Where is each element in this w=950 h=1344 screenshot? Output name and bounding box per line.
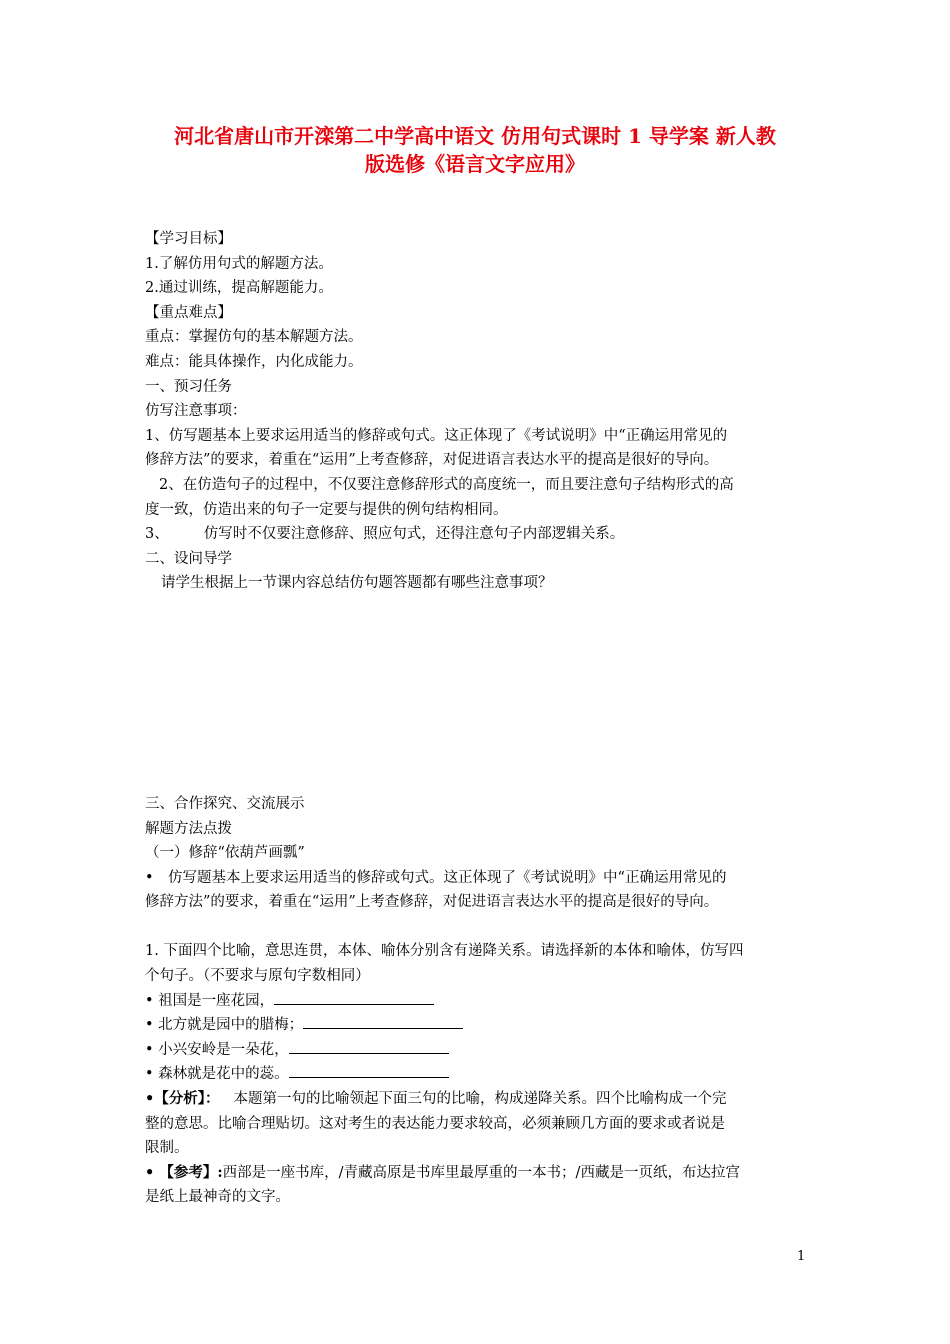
goal-item: 2.通过训练，提高解题能力。	[145, 280, 333, 297]
analysis-line-1	[145, 1087, 815, 1112]
explore-bullet-line-2: 修辞方法”的要求，着重在“运用”上考查修辞，对促进语言表达水平的提高是很好的导向。	[145, 894, 719, 911]
guide-heading: 二、设问导学	[145, 550, 232, 567]
exercise-line-text: • 小兴安岭是一朵花，	[145, 1041, 289, 1058]
exercise-line-text: • 北方就是园中的腊梅；	[145, 1017, 304, 1034]
answer-blank[interactable]	[289, 1039, 449, 1054]
exercise-line	[145, 989, 815, 1014]
key-heading: 【重点难点】	[145, 304, 232, 321]
analysis-line-2: 整的意思。比喻合理贴切。这对考生的表达能力要求较高，必须兼顾几方面的要求或者说是	[145, 1115, 725, 1132]
answer-blank[interactable]	[289, 1063, 449, 1078]
preview-item-3-number: 3、	[145, 526, 169, 543]
explore-subheading: 解题方法点拨	[145, 820, 232, 837]
reference-text: 西部是一座书库，/青藏高原是书库里最厚重的一本书；/西藏是一页纸，布达拉宫	[222, 1164, 740, 1181]
answer-blank[interactable]	[274, 990, 434, 1005]
analysis-label: •【分析】：	[145, 1090, 220, 1108]
preview-item-1-line-1: 1、仿写题基本上要求运用适当的修辞或句式。这正体现了《考试说明》中“正确运用常见的	[145, 427, 728, 444]
answer-blank[interactable]	[303, 1014, 463, 1029]
analysis-text: 本题第一句的比喻领起下面三句的比喻，构成递降关系。四个比喻构成一个完	[233, 1091, 727, 1108]
exercise-line-text: • 祖国是一座花园，	[145, 992, 275, 1009]
analysis-line-3: 限制。	[145, 1140, 189, 1157]
exercise-prompt-line-1: 1. 下面四个比喻，意思连贯，本体、喻体分别含有递降关系。请选择新的本体和喻体，仿写四	[145, 943, 744, 960]
page-number: 1	[797, 1249, 806, 1264]
explore-part-1: （一）修辞“依葫芦画瓢”	[145, 845, 305, 862]
key-item: 重点：掌握仿句的基本解题方法。	[145, 329, 363, 346]
explore-bullet-line-1: • 仿写题基本上要求运用适当的修辞或句式。这正体现了《考试说明》中“正确运用常见的	[145, 869, 727, 886]
reference-line-1	[145, 1161, 815, 1186]
reference-label: • 【参考】:	[145, 1163, 223, 1181]
preview-heading: 一、预习任务	[145, 378, 232, 395]
goal-item: 1.了解仿用句式的解题方法。	[145, 255, 333, 272]
preview-item-2-line-1: 2、在仿造句子的过程中，不仅要注意修辞形式的高度统一，而且要注意句子结构形式的高	[159, 476, 734, 493]
goals-heading: 【学习目标】	[145, 231, 232, 247]
title-line-1: 河北省唐山市开滦第二中学高中语文 仿用句式课时 1 导学案 新人教	[174, 124, 776, 148]
title-line-2: 版选修《语言文字应用》	[365, 152, 585, 176]
exercise-line	[145, 1013, 815, 1038]
explore-heading: 三、合作探究、交流展示	[145, 795, 305, 812]
preview-item-2-line-2: 度一致，仿造出来的句子一定要与提供的例句结构相同。	[145, 501, 508, 518]
exercise-line	[145, 1038, 815, 1063]
preview-item-3	[145, 522, 815, 547]
document-body	[145, 227, 815, 1210]
blank-line	[145, 915, 815, 940]
document-title	[120, 122, 830, 178]
exercise-line-text: • 森林就是花中的蕊。	[145, 1066, 289, 1083]
exercise-prompt-line-2: 个句子。（不要求与原句字数相同）	[145, 968, 370, 985]
key-item: 难点：能具体操作，内化成能力。	[145, 353, 363, 370]
preview-item-3-text: 仿写时不仅要注意修辞、照应句式，还得注意句子内部逻辑关系。	[203, 526, 625, 543]
reference-line-2: 是纸上最神奇的文字。	[145, 1189, 290, 1206]
preview-item-1-line-2: 修辞方法”的要求，着重在“运用”上考查修辞，对促进语言表达水平的提高是很好的导向。	[145, 452, 719, 469]
answer-space	[145, 596, 815, 792]
exercise-line	[145, 1062, 815, 1087]
guide-question: 请学生根据上一节课内容总结仿句题答题都有哪些注意事项？	[161, 575, 553, 592]
preview-subheading: 仿写注意事项：	[145, 403, 247, 420]
